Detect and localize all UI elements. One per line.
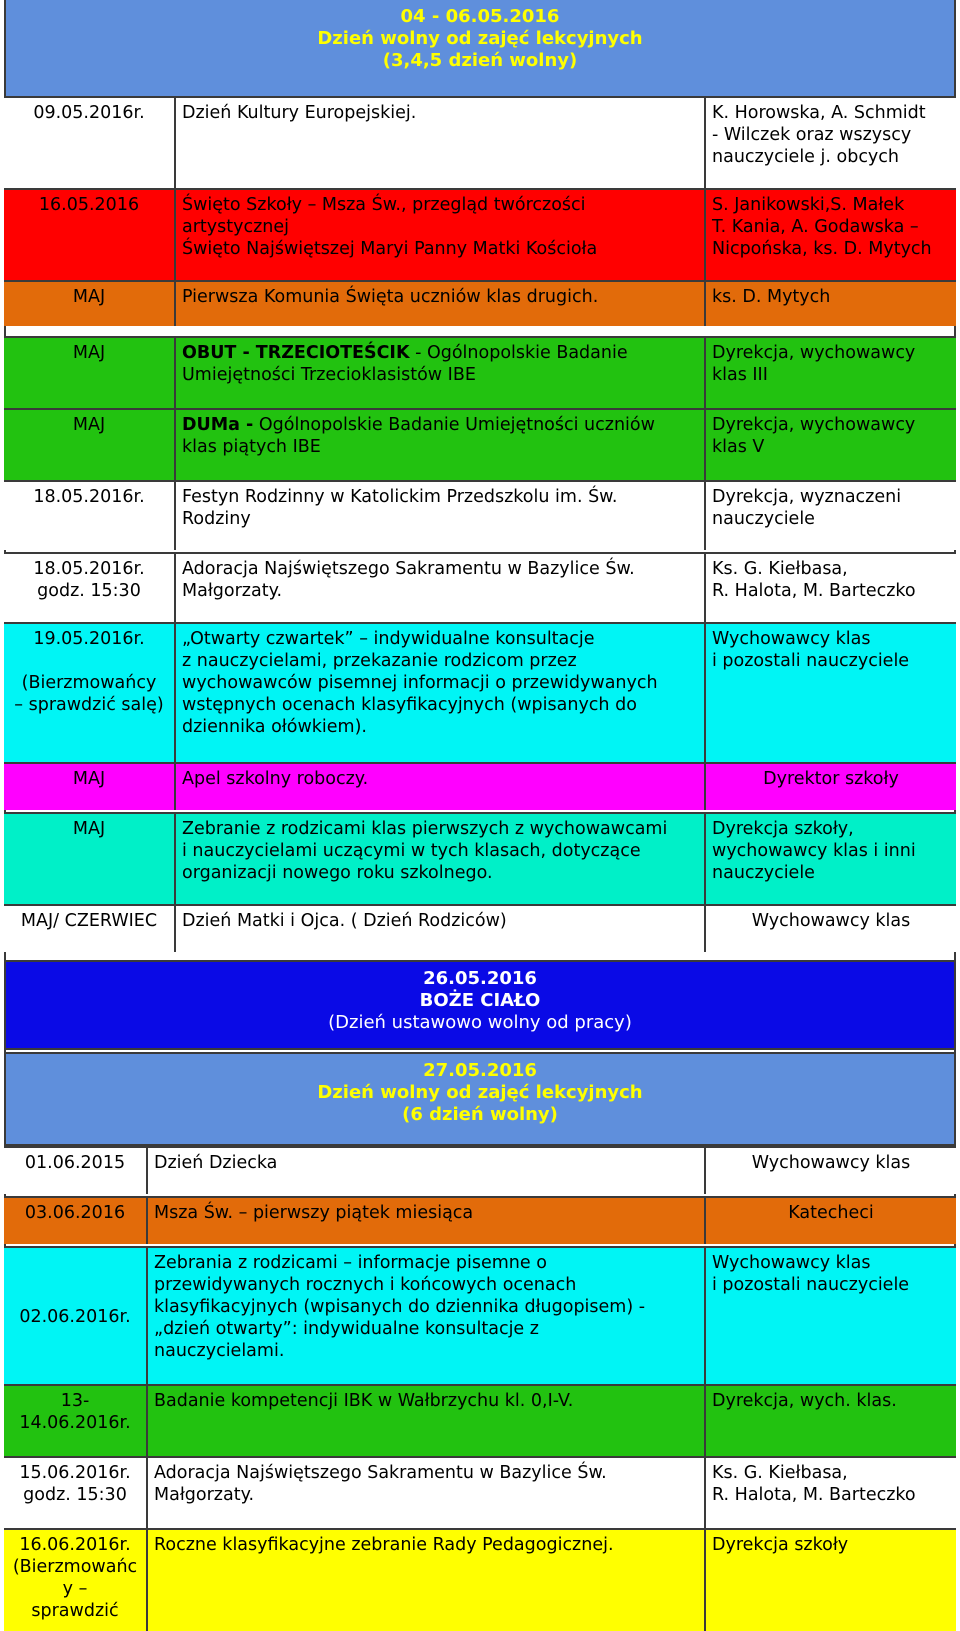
date-cell: 15.06.2016r. godz. 15:30 [4,1458,148,1528]
activity-cell: Pierwsza Komunia Święta uczniów klas drugich. [176,282,706,326]
table-row [4,480,956,550]
banner-subtitle: (3,4,5 dzień wolny) [382,50,578,71]
activity-cell: Apel szkolny roboczy. [176,764,706,810]
responsible-cell: S. Janikowski,S. Małek T. Kania, A. Godawska – Nicpońska, ks. D. Mytych [712,195,932,259]
banner-holiday [4,960,956,1050]
date-cell: MAJ [4,410,176,480]
responsible-cell: Wychowawcy klas i pozostali nauczyciele [712,629,910,671]
banner-date: 04 - 06.05.2016 [400,6,560,27]
activity-cell: Dzień Kultury Europejskiej. [176,98,706,188]
responsible-cell: Wychowawcy klas [751,911,911,931]
activity-cell: Zebrania z rodzicami – informacje pisemne o przewidywanych rocznych i końcowych ocenach klasyfikacyjnych (wpisanych do dziennika długopisem) - „dzień otwarty”: indywidualne konsultacje z nauczycielami. [148,1248,706,1384]
date-cell: MAJ [4,764,176,810]
table-row [4,96,956,188]
table-row [4,408,956,480]
activity-cell: Dzień Matki i Ojca. ( Dzień Rodziców) [176,906,706,952]
responsible-cell: Dyrekcja, wychowawcy klas V [712,415,916,457]
activity-text: - Ogólnopolskie Badanie Umiejętności Trzecioklasistów IBE [182,343,628,385]
date-cell: 01.06.2015 [4,1148,148,1194]
date-cell: 19.05.2016r. (Bierzmowańcy – sprawdzić salę) [4,624,176,762]
responsible-cell: Dyrekcja, wyznaczeni nauczyciele [712,487,902,529]
activity-cell: Roczne klasyfikacyjne zebranie Rady Pedagogicznej. [148,1530,706,1631]
activity-cell: Adoracja Najświętszego Sakramentu w Bazylice Św. Małgorzaty. [148,1458,706,1528]
date-cell: 16.06.2016r. (Bierzmowańc y – sprawdzić [4,1530,148,1631]
responsible-cell: Katecheci [788,1203,874,1223]
responsible-cell: Dyrekcja, wychowawcy klas III [712,343,916,385]
banner-date: 26.05.2016 [423,968,537,989]
date-cell: 18.05.2016r. godz. 15:30 [4,554,176,622]
date-cell: 18.05.2016r. [4,482,176,550]
banner-subtitle: (6 dzień wolny) [402,1104,558,1125]
banner-title: Dzień wolny od zajęć lekcyjnych [317,28,643,49]
date-cell: MAJ [4,282,176,326]
table-row [4,622,956,762]
responsible-cell: Ks. G. Kiełbasa, R. Halota, M. Barteczko [712,1463,916,1505]
date-cell: 16.05.2016 [4,190,176,280]
banner-title: Dzień wolny od zajęć lekcyjnych [317,1082,643,1103]
table-row [4,1384,956,1456]
banner-free-days-1 [4,0,956,98]
table-row [4,552,956,622]
date-cell: 02.06.2016r. [4,1248,148,1384]
table-row [4,1146,956,1194]
table-row [4,1456,956,1528]
table-row [4,1196,956,1244]
activity-bold: DUMa - [182,415,254,435]
table-row [4,1246,956,1384]
table-row [4,1528,956,1631]
activity-cell [176,410,706,480]
responsible-cell: Dyrekcja szkoły [712,1535,849,1555]
activity-cell [176,338,706,408]
date-cell: MAJ [4,338,176,408]
banner-title: BOŻE CIAŁO [419,990,541,1011]
date-cell: MAJ/ CZERWIEC [4,906,176,952]
activity-bold: OBUT - TRZECIOTEŚCIK [182,343,410,363]
responsible-cell: Dyrektor szkoły [763,769,899,789]
table-row [4,280,956,326]
activity-cell: Msza Św. – pierwszy piątek miesiąca [148,1198,706,1244]
table-row [4,904,956,952]
responsible-cell: Wychowawcy klas [751,1153,911,1173]
activity-cell: Dzień Dziecka [148,1148,706,1194]
responsible-cell: Wychowawcy klas i pozostali nauczyciele [712,1253,910,1295]
responsible-cell: K. Horowska, A. Schmidt - Wilczek oraz wszyscy nauczyciele j. obcych [712,103,926,167]
date-cell: 09.05.2016r. [4,98,176,188]
banner-subtitle: (Dzień ustawowo wolny od pracy) [328,1012,632,1033]
date-cell: MAJ [4,814,176,904]
responsible-cell: Dyrekcja, wych. klas. [712,1391,897,1411]
table-row [4,812,956,904]
table-row [4,336,956,408]
banner-free-days-2 [4,1052,956,1146]
activity-cell: Święto Szkoły – Msza Św., przegląd twórczości artystycznej Święto Najświętszej Maryi Panny Matki Kościoła [176,190,706,280]
activity-cell: „Otwarty czwartek” – indywidualne konsultacje z nauczycielami, przekazanie rodzicom przez wychowawców pisemnej informacji o przewidywanych wstępnych ocenach klasyfikacyjnych (wpisanych do dziennika ołówkiem). [176,624,706,762]
date-cell: 13- 14.06.2016r. [4,1386,148,1456]
responsible-cell: Ks. G. Kiełbasa, R. Halota, M. Barteczko [712,559,916,601]
date-cell: 03.06.2016 [4,1198,148,1244]
banner-date: 27.05.2016 [423,1060,537,1081]
activity-cell: Zebranie z rodzicami klas pierwszych z wychowawcami i nauczycielami uczącymi w tych klasach, dotyczące organizacji nowego roku szkolnego. [176,814,706,904]
table-row [4,188,956,280]
activity-cell: Badanie kompetencji IBK w Wałbrzychu kl. 0,I-V. [148,1386,706,1456]
activity-text: Ogólnopolskie Badanie Umiejętności uczniów klas piątych IBE [182,415,655,457]
activity-cell: Adoracja Najświętszego Sakramentu w Bazylice Św. Małgorzaty. [176,554,706,622]
responsible-cell: Dyrekcja szkoły, wychowawcy klas i inni nauczyciele [712,819,916,883]
activity-cell: Festyn Rodzinny w Katolickim Przedszkolu im. Św. Rodziny [176,482,706,550]
table-row [4,762,956,810]
responsible-cell: ks. D. Mytych [712,287,831,307]
